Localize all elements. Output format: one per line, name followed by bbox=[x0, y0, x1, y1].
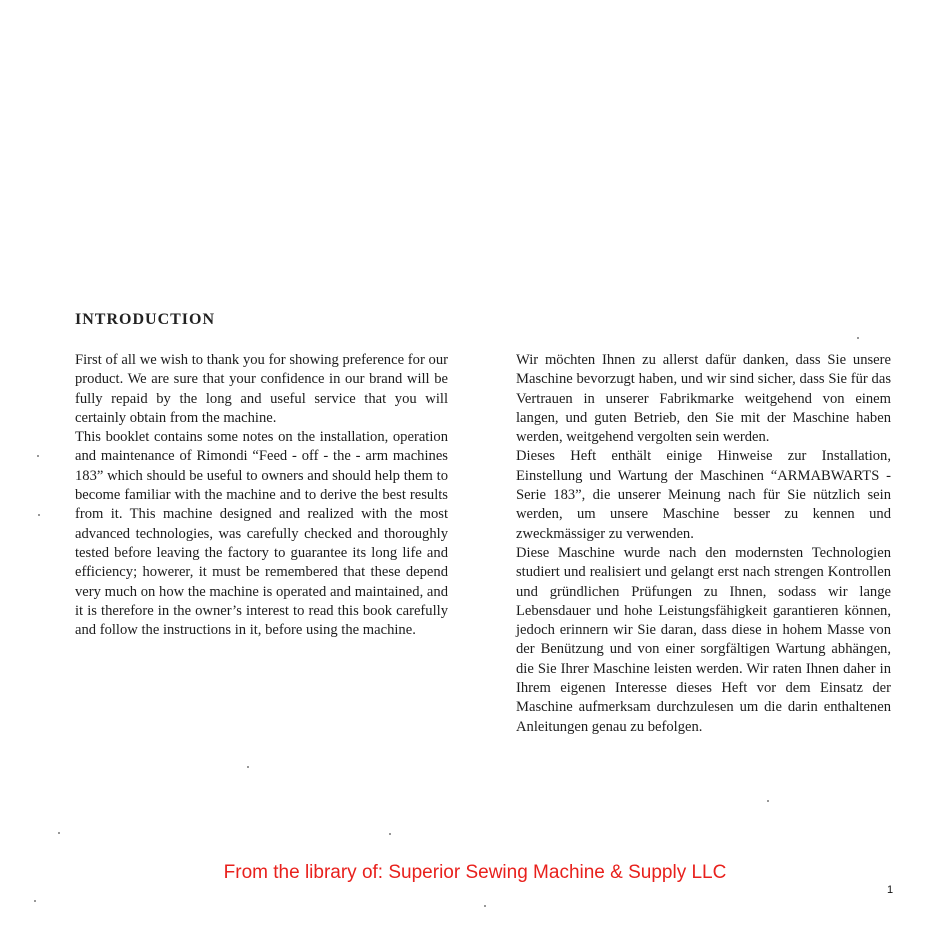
english-paragraph-2: This booklet contains some notes on the installation, operation and maintenance of Rimondi “Feed - off - the - arm machines 183” which should be useful to owners and should help them to become familiar with the machine and to derive the best results from it. This machine designed and realized with the most advanced technologies, was carefully checked and thoroughly tested before leaving the factory to guarantee its long life and efficiency; howerer, it must be remembered that these depend very much on how the machine is operated and maintained, and it is therefore in the owner’s interest to read this book carefully and follow the instructions in it, before using the machine. bbox=[75, 429, 448, 639]
scan-speck bbox=[247, 766, 249, 768]
scan-speck bbox=[767, 800, 769, 802]
german-paragraph-3: Diese Maschine wurde nach den modernsten Technologien studiert und realisiert und gelangt erst nach strengen Kontrollen und gründlichen Prüfungen zu Ihnen, sodass wir lange Lebensdauer und hohe Leistungsfähigkeit garantieren können, jedoch erinnern wir Sie daran, dass diese in hohem Masse von der Benützung und von einer sorgfältigen Wartung abhängen, die Sie Ihrer Maschine leisten werden. Wir raten Ihnen daher in Ihrem eigenen Interesse dieses Heft vor dem Einsatz der Maschine aufmerksam durchzulesen um die darin enthaltenen Anleitungen genau zu befolgen. bbox=[516, 544, 891, 735]
section-heading-text: INTRODUCTION bbox=[75, 311, 215, 328]
english-paragraph-1: First of all we wish to thank you for showing preference for our product. We are sure that your confidence in our brand will be fully repaid by the long and useful service that you will certainly obtain from the machine. bbox=[75, 352, 448, 426]
page-number: 1 bbox=[887, 884, 894, 896]
section-heading bbox=[75, 308, 215, 328]
german-paragraph-1: Wir möchten Ihnen zu allerst dafür danken, dass Sie unsere Maschine bevorzugt haben, und wir sind sicher, dass Sie für das Vertrauen in unserer Fabrikmarke weitgehend von einem langen, und guten Betrieb, den Sie mit der Maschine haben werden, weitgehend vergolten sein werden. bbox=[516, 352, 891, 446]
german-column bbox=[516, 351, 891, 737]
german-paragraph-2: Dieses Heft enthält einige Hinweise zur Installation, Einstellung und Wartung der Maschinen “ARMABWARTS - Serie 183”, die unserer Meinung nach für Sie nützlich sein werden, um unsere Maschine besser zu kennen und zweckmässiger zu verwenden. bbox=[516, 448, 891, 542]
scan-speck bbox=[484, 905, 486, 907]
scan-speck bbox=[389, 833, 391, 835]
scan-speck bbox=[58, 832, 60, 834]
english-column bbox=[75, 351, 448, 640]
library-footer: From the library of: Superior Sewing Machine & Supply LLC bbox=[223, 862, 727, 883]
scan-speck bbox=[857, 337, 859, 339]
scan-speck bbox=[37, 455, 39, 457]
scan-speck bbox=[34, 900, 36, 902]
scan-speck bbox=[38, 514, 40, 516]
